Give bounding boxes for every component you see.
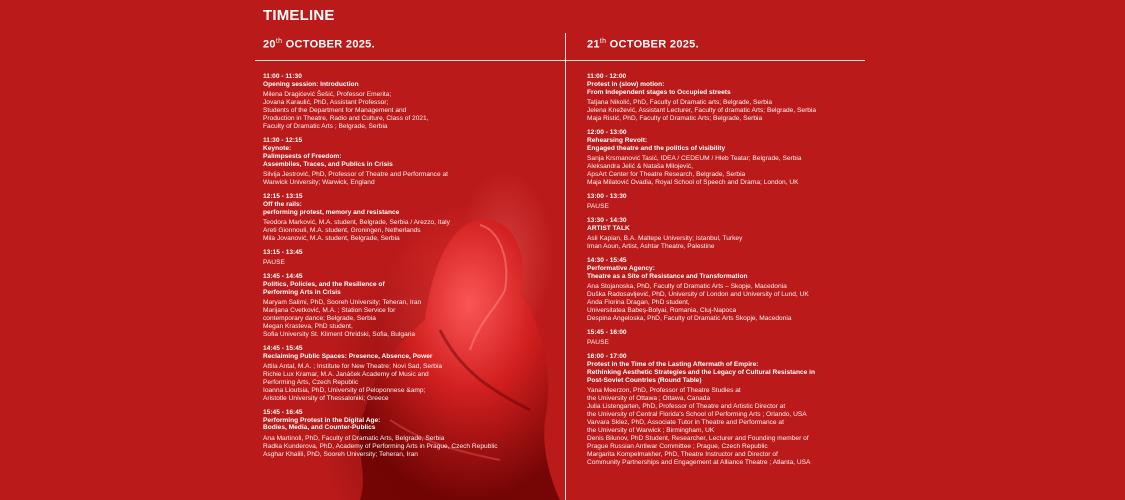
session-block — [587, 217, 877, 251]
day-column — [263, 73, 558, 465]
session-participants: Ana Stojanoska, PhD, Faculty of Dramatic Arts – Skopje, Macedonia Duška Radosavljević, PhD, University of London and University of Lund, UK Anda Florina Dragan, PhD student, Universitatea Babeș-Bolyai, Romania, Cluj-Napoca Despina Angeloska, PhD, Faculty of Dramatic Arts Skopje, Macedonia — [587, 283, 809, 323]
session-block — [587, 353, 877, 466]
page-title: TIMELINE — [263, 7, 335, 24]
session-title: ARTIST TALK — [587, 225, 630, 232]
session-time: 12:00 - 13:00 — [587, 128, 627, 136]
session-title: Performative Agency: Theatre as a Site of Resistance and Transformation — [587, 265, 748, 281]
session-time: 12:15 - 13:15 — [263, 192, 303, 200]
session-title: Reclaiming Public Spaces: Presence, Absence, Power — [263, 352, 433, 360]
session-participants: Maryam Salimi, PhD, Sooreh University; Teheran, Iran Marijana Cvetković, M.A. ; Station Service for contemporary dance; Belgrade, Serbia Megan Krasteva, PhD student, Sofia University St. Kliment Ohridski, Sofia, Bulgaria — [263, 299, 422, 338]
session-time: 13:00 - 13:30 — [587, 192, 627, 200]
day-month-year: OCTOBER 2025. — [606, 38, 699, 51]
session-title: Protest in the Time of the Lasting Aftermath of Empire: Rethinking Aesthetic Strategies and the Legacy of Cultural Resistance in Post-Soviet Countries (Round Table) — [587, 361, 816, 384]
session-block — [263, 345, 558, 403]
session-participants: Silvija Jestrović, PhD, Professor of Theatre and Performance at Warwick University; Warwick, England — [263, 170, 448, 186]
session-time: 14:30 - 15:45 — [587, 257, 627, 265]
session-participants: Asli Kapian, B.A. Maltepe University; Istanbul, Turkey Iman Aoun, Artist, Ashtar Theatre, Palestine — [587, 235, 743, 251]
session-time: 11:30 - 12:15 — [263, 136, 303, 144]
session-block — [263, 273, 558, 339]
session-block — [587, 193, 877, 211]
session-participants: Teodora Marković, M.A. student, Belgrade, Serbia / Arezzo, Italy Areti Gionnouli, M.A. student, Groningen, Netherlands Mila Jovanović, M.A. student, Belgrade, Serbia — [263, 219, 450, 242]
session-time: 13:30 - 14:30 — [587, 217, 627, 225]
session-participants: PAUSE — [587, 339, 609, 347]
session-block — [263, 409, 558, 459]
session-participants: Attila Antal, M.A. ; Institute for New Theatre; Novi Sad, Serbia Richie Lux Kramar, M.A. Janáček Academy of Music and Performing Arts, Czech Republic Ioanna Lioutsia, PhD, University of Peloponnese &amp; Aristotle University of Thessaloniki; Greece — [263, 363, 443, 402]
session-title: Performing Protest in the Digital Age: Bodies, Media, and Counter-Publics — [263, 416, 381, 432]
session-block — [587, 329, 877, 347]
session-time: 11:00 - 11:30 — [263, 73, 302, 80]
session-block — [587, 129, 877, 187]
session-time: 15:45 - 16:45 — [263, 408, 303, 416]
day-heading — [587, 38, 699, 51]
session-title: Protest in (slow) motion: From Independent stages to Occupied streets — [587, 80, 731, 96]
session-participants: PAUSE — [263, 259, 285, 267]
session-participants: Tatjana Nikolić, PhD, Faculty of Dramatic arts; Belgrade, Serbia Jelena Knežević, Assistant Lecturer, Faculty of dramatic Arts; Belgrade, Serbia Maja Ristić, PhD, Faculty of Dramatic Arts; Belgrade, Serbia — [587, 99, 817, 123]
session-block — [587, 257, 877, 323]
session-block — [263, 249, 558, 267]
session-participants: Milena Dragićević Šešić, Professor Emerita; Jovana Karaulić, PhD, Assistant Professor; Students of the Department for Management and Production in Theatre, Radio and Culture, Class of 2021, Faculty of Dramatic Arts ; Belgrade, Serbia — [263, 91, 429, 130]
session-time: 13:45 - 14:45 — [263, 273, 303, 281]
session-time: 14:45 - 15:45 — [263, 344, 303, 352]
day-month-year: OCTOBER 2025. — [282, 38, 375, 51]
day-date: 20 — [263, 38, 276, 51]
day-suffix: th — [599, 38, 607, 45]
session-block — [587, 73, 877, 123]
session-title: Politics, Policies, and the Resilience of Performing Arts in Crisis — [263, 280, 385, 296]
session-block — [263, 193, 558, 243]
day-column — [587, 73, 877, 472]
day-heading — [263, 38, 375, 51]
session-title: Off the rails: performing protest, memory and resistance — [263, 200, 400, 216]
session-block — [263, 73, 558, 131]
session-participants: Sanja Krsmanović Tasić, IDEA / CEDEUM / Hleb Teatar; Belgrade, Serbia Aleksandra Jelić & Nataša Milojević, ApsArt Center for Theatre Research, Belgrade, Serbia Maja Milatović Ovadia, Royal School of Speech and Drama; London, UK — [587, 155, 802, 186]
session-time: 15:45 - 16:00 — [587, 328, 627, 336]
header-divider — [255, 60, 865, 61]
session-title: Opening session: Introduction — [263, 80, 359, 88]
session-time: 11:00 - 12:00 — [587, 73, 627, 80]
session-title: Keynote: Palimpsests of Freedom: Assemblies, Traces, and Publics in Crisis — [263, 144, 393, 168]
day-date: 21 — [587, 38, 600, 51]
session-participants: Yana Meerzon, PhD, Professor of Theatre Studies at the University of Ottawa ; Ottawa, Canada Julia Listengarten, PhD, Professor of Theatre and Artistic Director at the University of Central Florida's School of Performing Arts ; Orlando, USA Varvara Sklez, PhD, Associate Tutor in Theatre and Performance at the University of Warwick ; Birmingham, UK Denis Bilunov, PhD Student, Researcher, Lecturer and Founding member of Prague Russian Antiwar Committee ; Prague, Czech Republic Margarita Kompelmakher, PhD, Theatre Instructor and Director of Community Partnerships and Engagement at Alliance Theatre ; Atlanta, USA — [587, 387, 811, 466]
session-title: Rehearsing Revolt: Engaged theatre and the politics of visibility — [587, 136, 726, 152]
session-block — [263, 137, 558, 187]
session-participants: PAUSE — [587, 203, 609, 211]
session-time: 16:00 - 17:00 — [587, 353, 627, 361]
session-time: 13:15 - 13:45 — [263, 248, 303, 256]
column-divider — [565, 33, 566, 500]
day-suffix: th — [275, 38, 283, 45]
session-participants: Ana Martinoli, PhD, Faculty of Dramatic Arts, Belgrade, Serbia Radka Kunderova, PhD, Academy of Performing Arts in Prague, Czech Republic Asghar Khalili, PhD, Sooreh University; Teheran, Iran — [263, 434, 498, 458]
